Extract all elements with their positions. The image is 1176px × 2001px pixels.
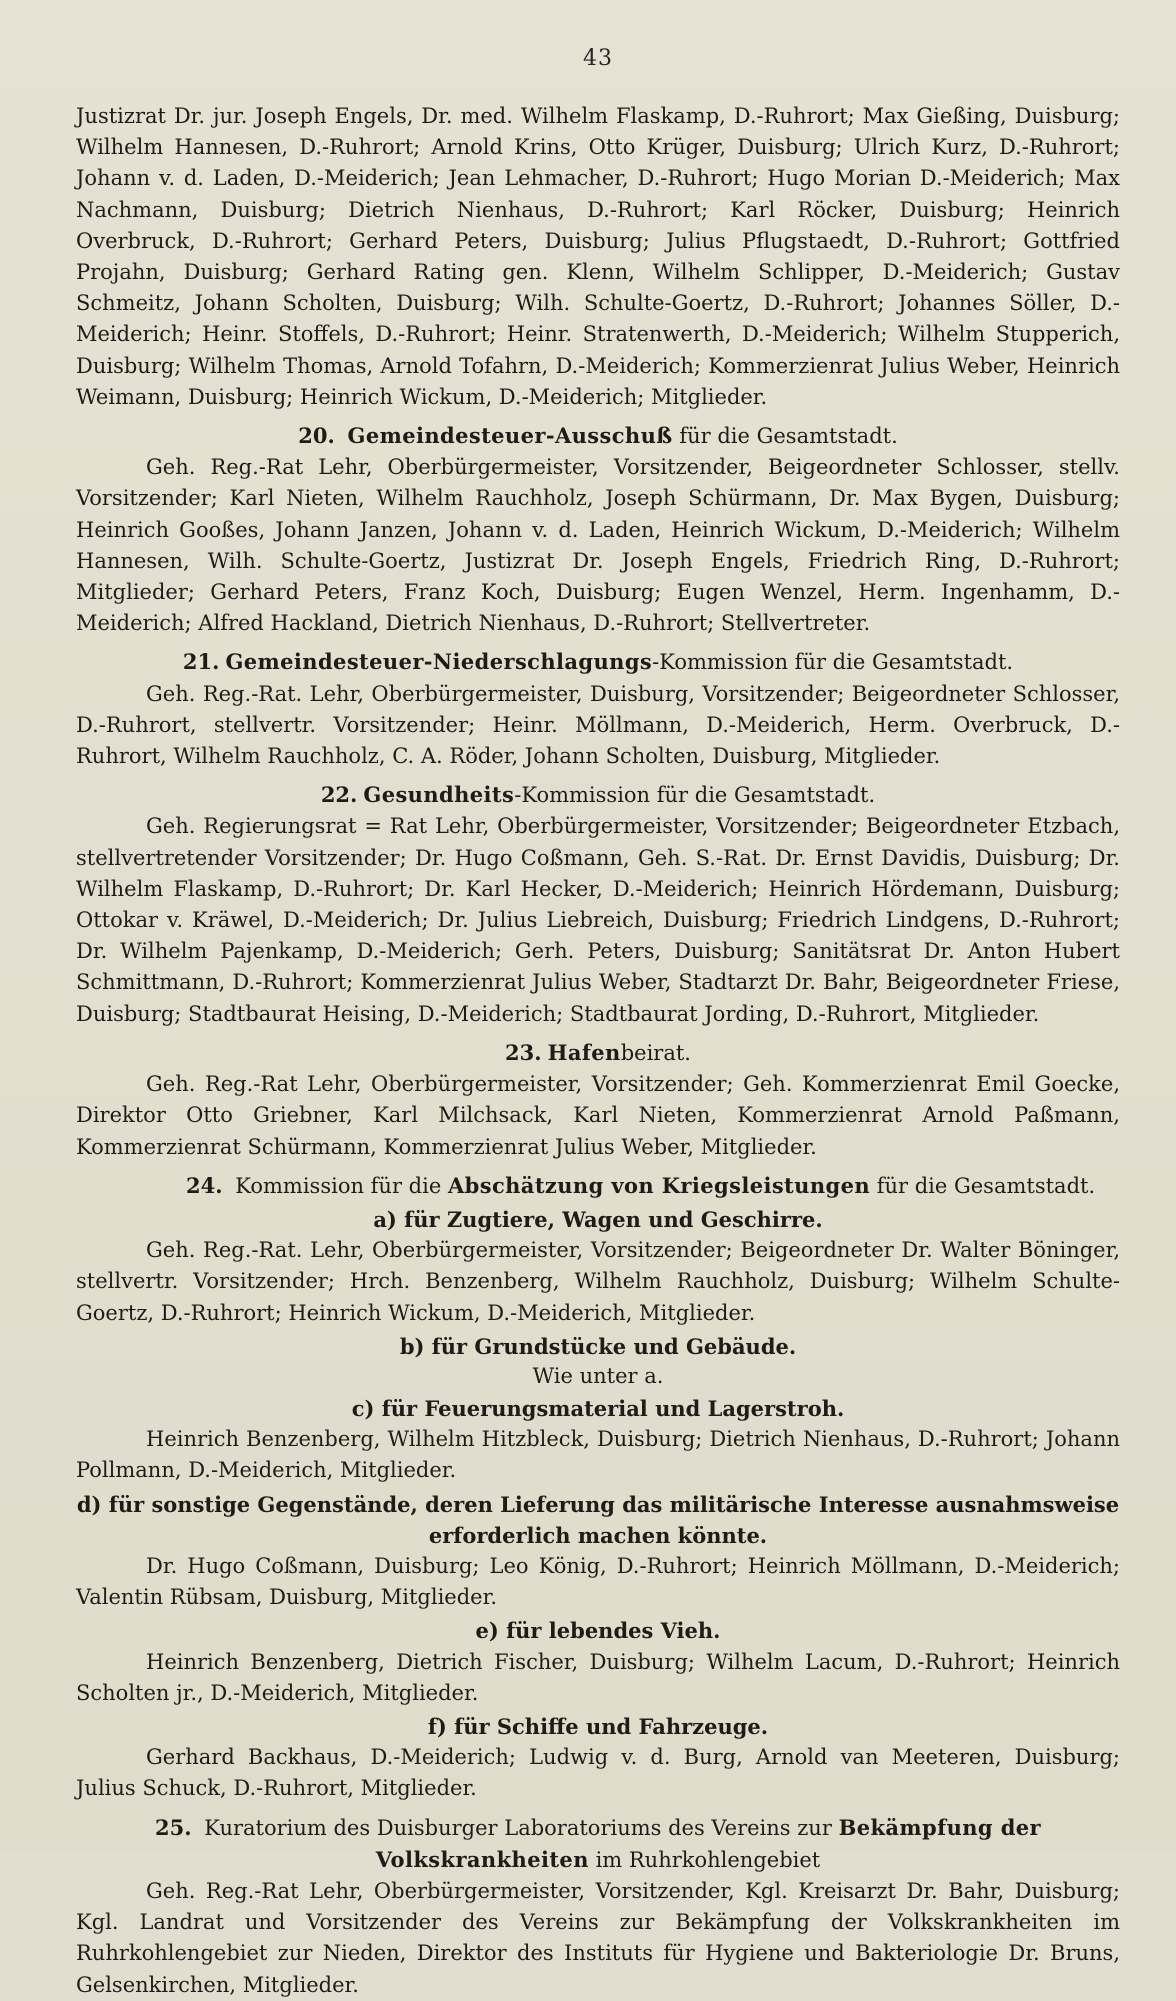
section-heading: [76, 779, 1120, 811]
section-keyword: Bekämpfung der Volkskrankheiten: [375, 1814, 1042, 1872]
section-23: [76, 1037, 1120, 1163]
section-heading: [76, 1812, 1120, 1876]
subsection-a-body: Geh. Reg.-Rat. Lehr, Oberbürgermeister, Vorsitzender; Beigeordneter Dr. Walter Böninger, stellvertr. Vorsitzender; Hrch. Benzenberg, Wilhelm Rauchholz, Duisburg; Wilhelm Schulte-Goertz, D.-Ruhrort; Heinrich Wickum, D.-Meiderich, Mitglieder.: [76, 1238, 1120, 1325]
section-body: Geh. Reg.-Rat Lehr, Oberbürgermeister, Vorsitzender; Geh. Kommerzienrat Emil Goecke, Direktor Otto Griebner, Karl Milchsack, Karl Nieten, Kommerzienrat Arnold Paßmann, Kommerzienrat Schürmann, Kommerzienrat Julius Weber, Mitglieder.: [76, 1072, 1120, 1159]
subsection-f-body: Gerhard Backhaus, D.-Meiderich; Ludwig v. d. Burg, Arnold van Meeteren, Duisburg; Julius Schuck, D.-Ruhrort, Mitglieder.: [76, 1745, 1120, 1801]
section-22: [76, 779, 1120, 1030]
subsection-d-title: d) für sonstige Gegenstände, deren Lieferung das militärische Interesse ausnahmsweise erforderlich machen könnte.: [76, 1491, 1120, 1548]
subsection-d-body: Dr. Hugo Coßmann, Duisburg; Leo König, D.-Ruhrort; Heinrich Möllmann, D.-Meiderich; Valentin Rübsam, Duisburg, Mitglieder.: [76, 1553, 1120, 1610]
section-24: [76, 1170, 1120, 1805]
section-title-rest: für die Gesamtstadt.: [679, 424, 898, 449]
section-heading: [76, 420, 1120, 452]
section-keyword: Gemeindesteuer-Ausschuß: [347, 423, 673, 449]
subsection-f-title: f) für Schiffe und Fahrzeuge.: [427, 1713, 769, 1739]
subsection-b-title: b) für Grundstücke und Gebäude.: [399, 1333, 797, 1359]
section-title-rest: -Kommission für die Gesamtstadt.: [652, 650, 1014, 675]
section-body: Geh. Reg.-Rat Lehr, Oberbürgermeister, Vorsitzender, Kgl. Kreisarzt Dr. Bahr, Duisburg; Kgl. Landrat und Vorsitzender des Vereins zur Bekämpfung der Volkskrankheiten im Ruhrkohlengebiet zur Nieden, Direktor des Instituts für Hygiene und Bakteriologie Dr. Bruns, Gelsenkirchen, Mitglieder.: [76, 1878, 1120, 1997]
section-title-pre: Kommission für die: [235, 1173, 442, 1198]
section-title-pre: Kuratorium des Duisburger Laboratoriums des Vereins zur: [204, 1815, 832, 1840]
section-keyword: Gesundheits: [363, 782, 515, 808]
section-number: 24.: [186, 1172, 223, 1198]
subsection-c-body: Heinrich Benzenberg, Wilhelm Hitzbleck, Duisburg; Dietrich Nienhaus, D.-Ruhrort; Johann Pollmann, D.-Meiderich, Mitglieder.: [76, 1427, 1120, 1483]
subsection-b-note: Wie unter a.: [532, 1363, 664, 1388]
section-body: Geh. Reg.-Rat Lehr, Oberbürgermeister, Vorsitzender, Beigeordneter Schlosser, stellv. Vorsitzender; Karl Nieten, Wilhelm Rauchholz, Joseph Schürmann, Dr. Max Bygen, Duisburg; Heinrich Gooßes, Johann Janzen, Johann v. d. Laden, Heinrich Wickum, D.-Meiderich; Wilhelm Hannesen, Wilh. Schulte-Goertz, Justizrat Dr. Joseph Engels, Friedrich Ring, D.-Ruhrort; Mitglieder; Gerhard Peters, Franz Koch, Duisburg; Eugen Wenzel, Herm. Ingenhamm, D.-Meiderich; Alfred Hackland, Dietrich Nienhaus, D.-Ruhrort; Stellvertreter.: [76, 455, 1120, 636]
section-heading: [76, 1037, 1120, 1069]
section-number: 22.: [320, 782, 358, 808]
section-keyword: Abschätzung von Kriegsleistungen: [447, 1172, 871, 1198]
section-21: [76, 646, 1120, 772]
subsection-c-title: c) für Feuerungsmaterial und Lagerstroh.: [351, 1395, 845, 1421]
section-body: Geh. Reg.-Rat. Lehr, Oberbürgermeister, Duisburg, Vorsitzender; Beigeordneter Schlosser, D.-Ruhrort, stellvertr. Vorsitzender; Heinr. Möllmann, D.-Meiderich, Herm. Overbruck, D.-Ruhrort, Wilhelm Rauchholz, C. A. Röder, Johann Scholten, Duisburg, Mitglieder.: [76, 681, 1120, 769]
page-number: 43: [583, 46, 613, 71]
section-title-rest: beirat.: [620, 1040, 691, 1065]
section-heading: [76, 1170, 1120, 1202]
section-body: Geh. Regierungsrat = Rat Lehr, Oberbürgermeister, Vorsitzender; Beigeordneter Etzbach, stellvertretender Vorsitzender; Dr. Hugo Coßmann, Geh. S.-Rat. Dr. Ernst Davidis, Duisburg; Dr. Wilhelm Flaskamp, D.-Ruhrort; Dr. Karl Hecker, D.-Meiderich; Heinrich Hördemann, Duisburg; Ottokar v. Kräwel, D.-Meiderich; Dr. Julius Liebreich, Duisburg; Friedrich Lindgens, D.-Ruhrort; Dr. Wilhelm Pajenkamp, D.-Meiderich; Gerh. Peters, Duisburg; Sanitätsrat Dr. Anton Hubert Schmittmann, D.-Ruhrort; Kommerzienrat Julius Weber, Stadtarzt Dr. Bahr, Beigeordneter Friese, Duisburg; Stadtbaurat Heising, D.-Meiderich; Stadtbaurat Jording, D.-Ruhrort, Mitglieder.: [76, 814, 1120, 1026]
section-20: [76, 420, 1120, 639]
section-number: 23.: [505, 1039, 542, 1065]
section-number: 25.: [154, 1814, 192, 1840]
section-keyword: Hafen: [547, 1039, 621, 1065]
section-number: 20.: [298, 423, 335, 449]
section-number: 21.: [182, 649, 220, 675]
section-25: [76, 1812, 1120, 2001]
subsection-e-title: e) für lebendes Vieh.: [475, 1618, 721, 1644]
section-keyword: Gemeindesteuer-Niederschlagungs: [225, 649, 653, 675]
section-title-rest: im Ruhrkohlengebiet: [595, 1847, 821, 1872]
intro-paragraph: Justizrat Dr. jur. Joseph Engels, Dr. med. Wilhelm Flaskamp, D.-Ruhrort; Max Gießing, Duisburg; Wilhelm Hannesen, D.-Ruhrort; Arnold Krins, Otto Krüger, Duisburg; Ulrich Kurz, D.-Ruhrort; Johann v. d. Laden, D.-Meiderich; Jean Lehmacher, D.-Ruhrort; Hugo Morian D.-Meiderich; Max Nachmann, Duisburg; Dietrich Nienhaus, D.-Ruhrort; Karl Röcker, Duisburg; Heinrich Overbruck, D.-Ruhrort; Gerhard Peters, Duisburg; Julius Pflugstaedt, D.-Ruhrort; Gottfried Projahn, Duisburg; Gerhard Rating gen. Klenn, Wilhelm Schlipper, D.-Meiderich; Gustav Schmeitz, Johann Scholten, Duisburg; Wilh. Schulte-Goertz, D.-Ruhrort; Johannes Söller, D.-Meiderich; Heinr. Stoffels, D.-Ruhrort; Heinr. Stratenwerth, D.-Meiderich; Wilhelm Stupperich, Duisburg; Wilhelm Thomas, Arnold Tofahrn, D.-Meiderich; Kommerzienrat Julius Weber, Heinrich Weimann, Duisburg; Heinrich Wickum, D.-Meiderich; Mitglieder.: [76, 104, 1120, 409]
subsection-e-body: Heinrich Benzenberg, Dietrich Fischer, Duisburg; Wilhelm Lacum, D.-Ruhrort; Heinrich Scholten jr., D.-Meiderich, Mitglieder.: [76, 1649, 1120, 1705]
section-title-rest: für die Gesamtstadt.: [876, 1173, 1096, 1198]
section-heading: [76, 646, 1120, 678]
section-title-rest: -Kommission für die Gesamtstadt.: [514, 783, 876, 808]
subsection-a-title: a) für Zugtiere, Wagen und Geschirre.: [373, 1206, 823, 1232]
